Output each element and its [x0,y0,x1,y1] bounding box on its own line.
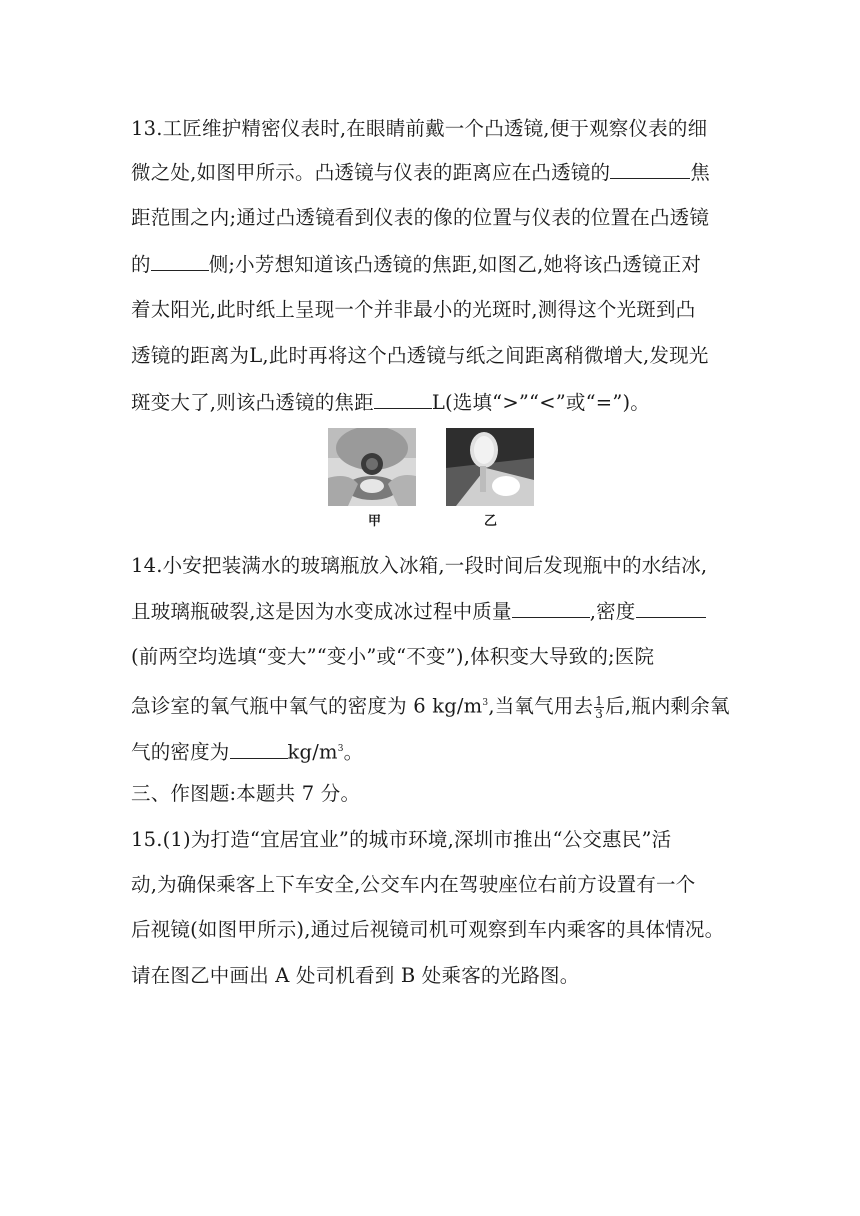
q14-line-1: 14.小安把装满水的玻璃瓶放入冰箱,一段时间后发现瓶中的水结冰, [131,554,708,577]
q14-blank-3[interactable] [230,738,288,759]
q13-blank-1[interactable] [610,158,690,179]
q13-blank-2[interactable] [151,250,209,271]
figure-jia-caption: 甲 [368,514,382,529]
q15-line-3: 后视镜(如图甲所示),通过后视镜司机可观察到车内乘客的具体情况。 [131,918,725,941]
cubic-superscript: 3 [337,744,344,754]
q14-blank-2[interactable] [636,597,706,618]
q13-line-3: 距范围之内;通过凸透镜看到仪表的像的位置与仪表的位置在凸透镜 [131,206,710,229]
q14-line-4: 急诊室的氧气瓶中氧气的密度为 6 $kg/m^3$,当氧气用去 $\frac{1}{3}$ 后,瓶内剩余氧 [131,693,730,721]
figure-jia-photo [328,428,416,506]
q14-line-3: (前两空均选填“变大”“变小”或“不变”),体积变大导致的;医院 [131,645,655,668]
q15-line-2: 动,为确保乘客上下车安全,公交车内在驾驶座位右前方设置有一个 [131,873,696,896]
cubic-superscript: 3 [482,698,489,708]
q13-line-2: 微之处,如图甲所示。凸透镜与仪表的距离应在凸透镜的 焦 [131,158,710,187]
one-third-fraction: $\frac{1}{3}$ [595,693,604,721]
q13-line-4: 的 侧;小芳想知道该凸透镜的焦距,如图乙,她将该凸透镜正对 [131,250,701,279]
q15-line-4: 请在图乙中画出 A 处司机看到 B 处乘客的光路图。 [131,964,580,987]
q14-line-5: 气的密度为 $kg/m^3$。 [131,735,363,767]
q13-line-5: 着太阳光,此时纸上呈现一个并非最小的光斑时,测得这个光斑到凸 [131,298,696,321]
q13-line-1: 13.工匠维护精密仪表时,在眼睛前戴一个凸透镜,便于观察仪表的细 [131,117,708,140]
section-3-title: 三、作图题:本题共 7 分。 [131,782,361,805]
q14-line-2: 且玻璃瓶破裂,这是因为水变成冰过程中质量 ,密度 [131,597,706,626]
q15-line-1: 15.(1)为打造“宜居宜业”的城市环境,深圳市推出“公交惠民”活 [131,828,672,851]
q13-line-7: 斑变大了,则该凸透镜的焦距 L(选填“>”“<”或“=”)。 [131,388,650,417]
q14-blank-1[interactable] [512,597,590,618]
q13-blank-3[interactable] [374,388,432,409]
figure-yi-photo [446,428,534,506]
figure-yi-caption: 乙 [484,514,498,529]
q13-line-6: 透镜的距离为L,此时再将这个凸透镜与纸之间距离稍微增大,发现光 [131,344,709,367]
